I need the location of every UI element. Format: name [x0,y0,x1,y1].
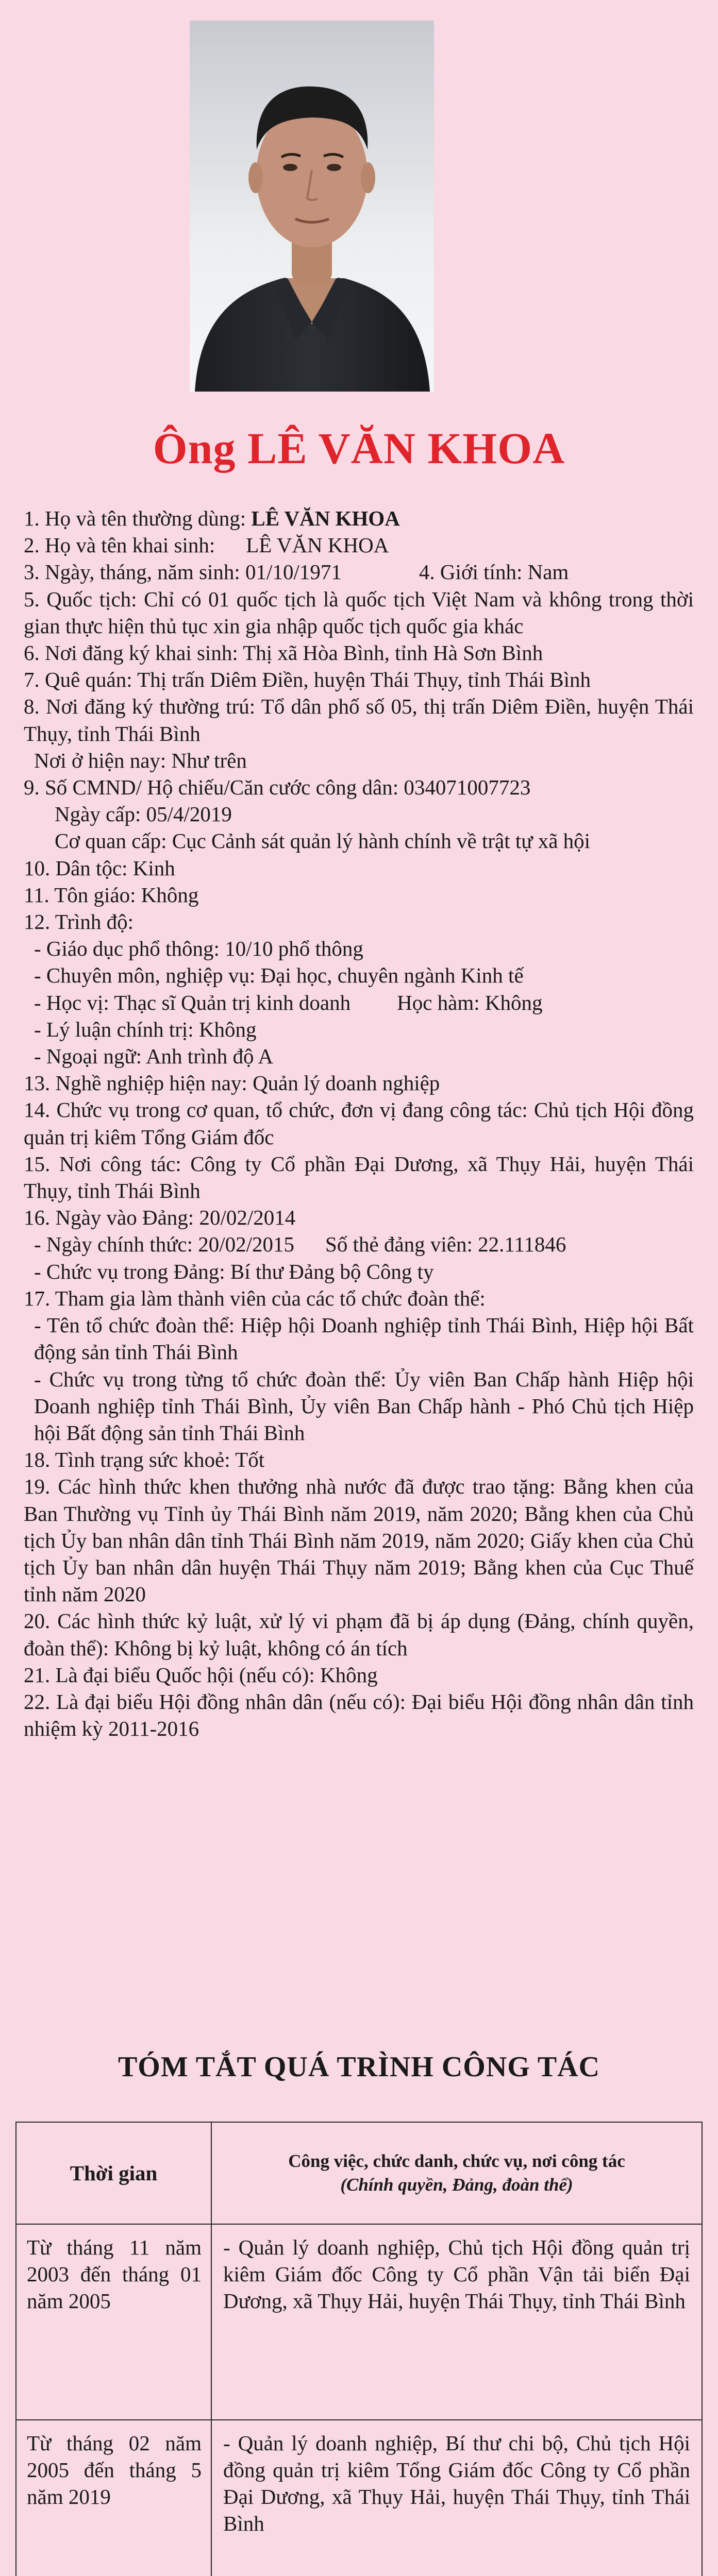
bio-line: 13. Nghề nghiệp hiện nay: Quản lý doanh nghiệp [24,1071,440,1095]
bio-line: 15. Nơi công tác: Công ty Cổ phần Đại Dương, xã Thụy Hải, huyện Thái Thụy, tỉnh Thái Bình [24,1151,694,1203]
career-time: Từ tháng 02 năm 2005 đến tháng 5 năm 2019 [16,2420,211,2576]
bio-line: - Giáo dục phổ thông: 10/10 phổ thông [34,937,363,961]
career-table [15,2122,703,2576]
portrait-photo [190,21,434,392]
header-work-title: Công việc, chức danh, chức vụ, nơi công tác [288,2151,625,2172]
header-time: Thời gian [16,2122,211,2224]
bio-line: Ngày cấp: 05/4/2019 [55,802,232,826]
bio-text: Học hàm: Không [397,990,543,1014]
bio-line: 9. Số CMND/ Hộ chiếu/Căn cước công dân: 034071007723 [24,775,531,800]
bio-line: - Ngoại ngữ: Anh trình độ A [34,1044,274,1069]
header-work [211,2122,702,2224]
bio-line: 19. Các hình thức khen thưởng nhà nước đã được trao tặng: Bằng khen của Ban Thường vụ Tỉnh ủy Thái Bình năm 2019, năm 2020; Bằng khen của Chủ tịch Ủy ban nhân dân tỉnh Thái Bình năm 2019, năm 2020; Giấy khen của Chủ tịch Ủy ban nhân dân huyện Thái Thụy năm 2019; Bằng khen của Cục Thuế tỉnh năm 2020 [24,1475,694,1606]
bio-text: 3. Ngày, tháng, năm sinh: 01/10/1971 [24,560,342,584]
bio-line: 11. Tôn giáo: Không [24,883,199,907]
bio-line: 8. Nơi đăng ký thường trú: Tổ dân phố số 05, thị trấn Diêm Điền, huyện Thái Thụy, tỉnh Thái Bình [24,694,694,745]
bio-line: 7. Quê quán: Thị trấn Diêm Điền, huyện Thái Thụy, tỉnh Thái Bình [24,668,591,692]
bio-line: 17. Tham gia làm thành viên của các tổ chức đoàn thể: [24,1286,486,1310]
bio-value: LÊ VĂN KHOA [251,506,400,530]
bio-line: 20. Các hình thức kỷ luật, xử lý vi phạm đã bị áp dụng (Đảng, chính quyền, đoàn thể): Không bị kỷ luật, không có án tích [24,1609,694,1660]
career-time: Từ tháng 11 năm 2003 đến tháng 01 năm 2005 [16,2224,211,2420]
bio-line: 10. Dân tộc: Kinh [24,856,175,880]
bio-line: - Chuyên môn, nghiệp vụ: Đại học, chuyên ngành Kinh tế [34,963,524,988]
bio-line: 5. Quốc tịch: Chỉ có 01 quốc tịch là quốc tịch Việt Nam và không trong thời gian thực hiện thủ tục xin gia nhập quốc tịch quốc gia khác [24,587,694,638]
career-summary-title: TÓM TẮT QUÁ TRÌNH CÔNG TÁC [118,2051,600,2083]
career-work: - Quản lý doanh nghiệp, Bí thư chi bộ, Chủ tịch Hội đồng quản trị kiêm Tổng Giám đốc Công ty Cổ phần Đại Dương, xã Thụy Hải, huyện Thái Thụy, tỉnh Thái Bình [211,2420,702,2576]
bio-line: 6. Nơi đăng ký khai sinh: Thị xã Hòa Bình, tỉnh Hà Sơn Bình [24,641,543,665]
person-name-title: Ông LÊ VĂN KHOA [153,423,565,473]
bio-label: 2. Họ và tên khai sinh: [24,533,215,557]
bio-line: - Chức vụ trong Đảng: Bí thư Đảng bộ Công ty [34,1259,434,1283]
bio-line [24,989,694,1016]
bio-line [24,558,694,585]
bio-text: - Ngày chính thức: 20/02/2015 [34,1232,295,1257]
bio-line [24,505,694,532]
bio-value: LÊ VĂN KHOA [246,533,389,557]
career-header-row [16,2122,702,2224]
bio-line [24,1231,694,1258]
bio-line [24,532,694,558]
bio-line: 14. Chức vụ trong cơ quan, tổ chức, đơn vị đang công tác: Chủ tịch Hội đồng quản trị kiêm Tổng Giám đốc [24,1098,694,1149]
bio-line: 16. Ngày vào Đảng: 20/02/2014 [24,1206,296,1230]
bio-line: 22. Là đại biểu Hội đồng nhân dân (nếu có): Đại biểu Hội đồng nhân dân tỉnh nhiệm kỳ 2011-2016 [24,1689,694,1741]
career-work: - Quản lý doanh nghiệp, Chủ tịch Hội đồng quản trị kiêm Giám đốc Công ty Cổ phần Vận tải biển Đại Dương, xã Thụy Hải, huyện Thái Thụy, tỉnh Thái Bình [211,2224,702,2420]
biography-details [24,505,694,1742]
bio-line: Cơ quan cấp: Cục Cảnh sát quản lý hành chính về trật tự xã hội [55,829,591,853]
header-work-subtitle: (Chính quyền, Đảng, đoàn thể) [340,2175,573,2195]
portrait-illustration [190,21,434,392]
bio-line: - Chức vụ trong từng tổ chức đoàn thể: Ủy viên Ban Chấp hành Hiệp hội Doanh nghiệp tỉnh Thái Bình, Ủy viên Ban Chấp hành - Phó Chủ tịch Hiệp hội Bất động sản tỉnh Thái Bình [34,1367,694,1445]
bio-line: Nơi ở hiện nay: Như trên [34,748,247,772]
bio-line: - Tên tổ chức đoàn thể: Hiệp hội Doanh nghiệp tỉnh Thái Bình, Hiệp hội Bất động sản tỉnh Thái Bình [34,1313,694,1364]
bio-line: 18. Tình trạng sức khoẻ: Tốt [24,1448,265,1472]
bio-line: - Lý luận chính trị: Không [34,1017,257,1041]
career-row [16,2224,702,2420]
bio-text: - Học vị: Thạc sĩ Quản trị kinh doanh [34,990,351,1014]
bio-line: 21. Là đại biểu Quốc hội (nếu có): Không [24,1663,378,1687]
bio-text: Số thẻ đảng viên: 22.111846 [325,1232,566,1257]
bio-line: 12. Trình độ: [24,910,134,934]
career-row [16,2420,702,2576]
bio-text: 4. Giới tính: Nam [419,560,569,584]
bio-label: 1. Họ và tên thường dùng: [24,506,252,530]
